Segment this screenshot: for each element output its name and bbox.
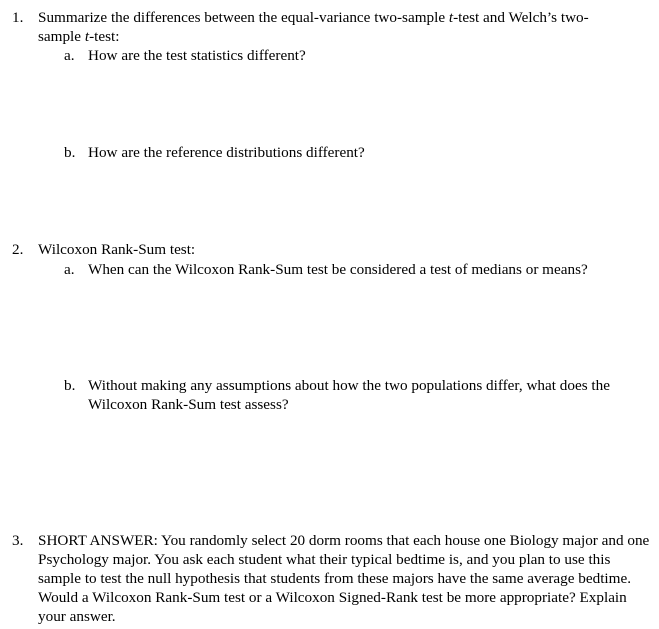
question-text: Summarize the differences between the equal-variance two-sample t-test and Welch’s two-sample t-test: xyxy=(38,9,589,45)
subpart-letter: b. xyxy=(64,377,76,394)
question-number: 2. xyxy=(12,241,24,258)
subpart-letter: a. xyxy=(64,261,75,278)
subpart-text: How are the test statistics different? xyxy=(88,47,306,64)
subpart-letter: a. xyxy=(64,47,75,64)
question-text: SHORT ANSWER: You randomly select 20 dorm rooms that each house one Biology major and one Psychology major. You ask each student what their typical bedtime is, and you plan to use this sample to test the null hypothesis that students from these majors have the same average bedtime. Would a Wilcoxon Rank-Sum test or a Wilcoxon Signed-Rank test be more appropriate? Explain your answer. xyxy=(38,532,650,625)
question-number: 3. xyxy=(12,532,24,549)
question-text: Wilcoxon Rank-Sum test: xyxy=(38,241,196,258)
subpart-letter: b. xyxy=(64,144,76,161)
subpart-text: When can the Wilcoxon Rank-Sum test be considered a test of medians or means? xyxy=(88,261,588,278)
question-number: 1. xyxy=(12,9,24,26)
subpart-text: How are the reference distributions different? xyxy=(88,144,365,161)
subpart-text: Without making any assumptions about how the two populations differ, what does the Wilcoxon Rank-Sum test assess? xyxy=(88,377,610,413)
